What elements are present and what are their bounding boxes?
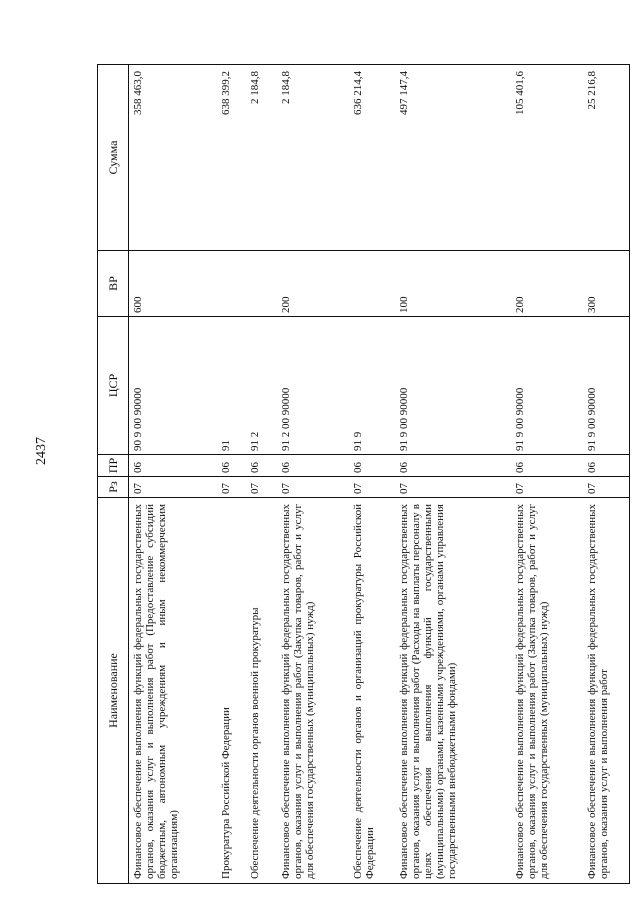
- budget-table-container: [97, 65, 610, 884]
- row-vr: [246, 251, 277, 317]
- row-csr: 91: [217, 317, 246, 455]
- header-vr: ВР: [98, 251, 129, 317]
- row-pr: 06: [583, 455, 630, 477]
- row-pr: 06: [246, 455, 277, 477]
- row-sum: 25 216,8: [583, 65, 630, 251]
- row-rz: 07: [217, 477, 246, 498]
- row-sum: 497 147,4: [395, 65, 511, 251]
- row-name: Обеспечение деятельности органов военной прокуратуры: [246, 498, 277, 884]
- row-csr: 91 2: [246, 317, 277, 455]
- table-row: [511, 65, 583, 884]
- row-sum: 636 214,4: [349, 65, 395, 251]
- row-name: Финансовое обеспечение выполнения функций федеральных государственных органов, оказания услуг и выполнения работ: [583, 498, 630, 884]
- row-rz: 07: [395, 477, 511, 498]
- row-name: Финансовое обеспечение выполнения функций федеральных государственных органов, оказания услуг и выполнения работ (Расходы на выплаты персоналу в целях обеспечения выполнения функций государственными (муниципальными) органами, казенными учреждениями, органами управления государственными внебюджетными фондами): [395, 498, 511, 884]
- row-rz: 07: [246, 477, 277, 498]
- row-csr: 91 9 00 90000: [395, 317, 511, 455]
- table-row: [217, 65, 246, 884]
- row-vr: 100: [395, 251, 511, 317]
- row-pr: 06: [395, 455, 511, 477]
- row-name: Финансовое обеспечение выполнения функций федеральных государственных органов, оказания услуг и выполнения работ (Предоставление субсидий бюджетным, автономным учреждениям и иным некоммерческим организациям): [129, 498, 218, 884]
- row-sum: 358 463,0: [129, 65, 218, 251]
- page-number: 2437: [34, 437, 49, 465]
- table-row: [129, 65, 218, 884]
- table-header-row: [98, 65, 129, 884]
- row-pr: 06: [129, 455, 218, 477]
- row-rz: 07: [277, 477, 349, 498]
- row-vr: 600: [129, 251, 218, 317]
- row-vr: 200: [277, 251, 349, 317]
- header-csr: ЦСР: [98, 317, 129, 455]
- row-sum: 2 184,8: [277, 65, 349, 251]
- row-sum: 2 184,8: [246, 65, 277, 251]
- row-rz: 07: [129, 477, 218, 498]
- row-pr: 06: [277, 455, 349, 477]
- row-rz: 07: [511, 477, 583, 498]
- row-csr: 91 9 00 90000: [511, 317, 583, 455]
- table-row: [395, 65, 511, 884]
- row-vr: [217, 251, 246, 317]
- row-vr: [349, 251, 395, 317]
- row-name: Обеспечение деятельности органов и организаций прокуратуры Российской Федерации: [349, 498, 395, 884]
- row-rz: 07: [349, 477, 395, 498]
- rotated-table-frame: [97, 65, 610, 884]
- row-csr: 91 9 00 90000: [583, 317, 630, 455]
- row-sum: 638 399,2: [217, 65, 246, 251]
- row-vr: 200: [511, 251, 583, 317]
- row-pr: 06: [217, 455, 246, 477]
- row-vr: 300: [583, 251, 630, 317]
- header-sum: Сумма: [98, 65, 129, 251]
- table-row: [349, 65, 395, 884]
- header-pr: ПР: [98, 455, 129, 477]
- budget-table: [97, 64, 630, 884]
- row-csr: 91 9: [349, 317, 395, 455]
- row-sum: 105 401,6: [511, 65, 583, 251]
- row-pr: 06: [349, 455, 395, 477]
- header-rz: Рз: [98, 477, 129, 498]
- header-name: Наименование: [98, 498, 129, 884]
- row-name: Финансовое обеспечение выполнения функций федеральных государственных органов, оказания услуг и выполнения работ (Закупка товаров, работ и услуг для обеспечения государственных (муниципальных) нужд): [277, 498, 349, 884]
- table-row: [583, 65, 630, 884]
- table-row: [277, 65, 349, 884]
- table-row: [246, 65, 277, 884]
- row-pr: 06: [511, 455, 583, 477]
- row-csr: 91 2 00 90000: [277, 317, 349, 455]
- row-rz: 07: [583, 477, 630, 498]
- row-csr: 90 9 00 90000: [129, 317, 218, 455]
- row-name: Прокуратура Российской Федерации: [217, 498, 246, 884]
- row-name: Финансовое обеспечение выполнения функций федеральных государственных органов, оказания услуг и выполнения работ (Закупка товаров, работ и услуг для обеспечения государственных (муниципальных) нужд): [511, 498, 583, 884]
